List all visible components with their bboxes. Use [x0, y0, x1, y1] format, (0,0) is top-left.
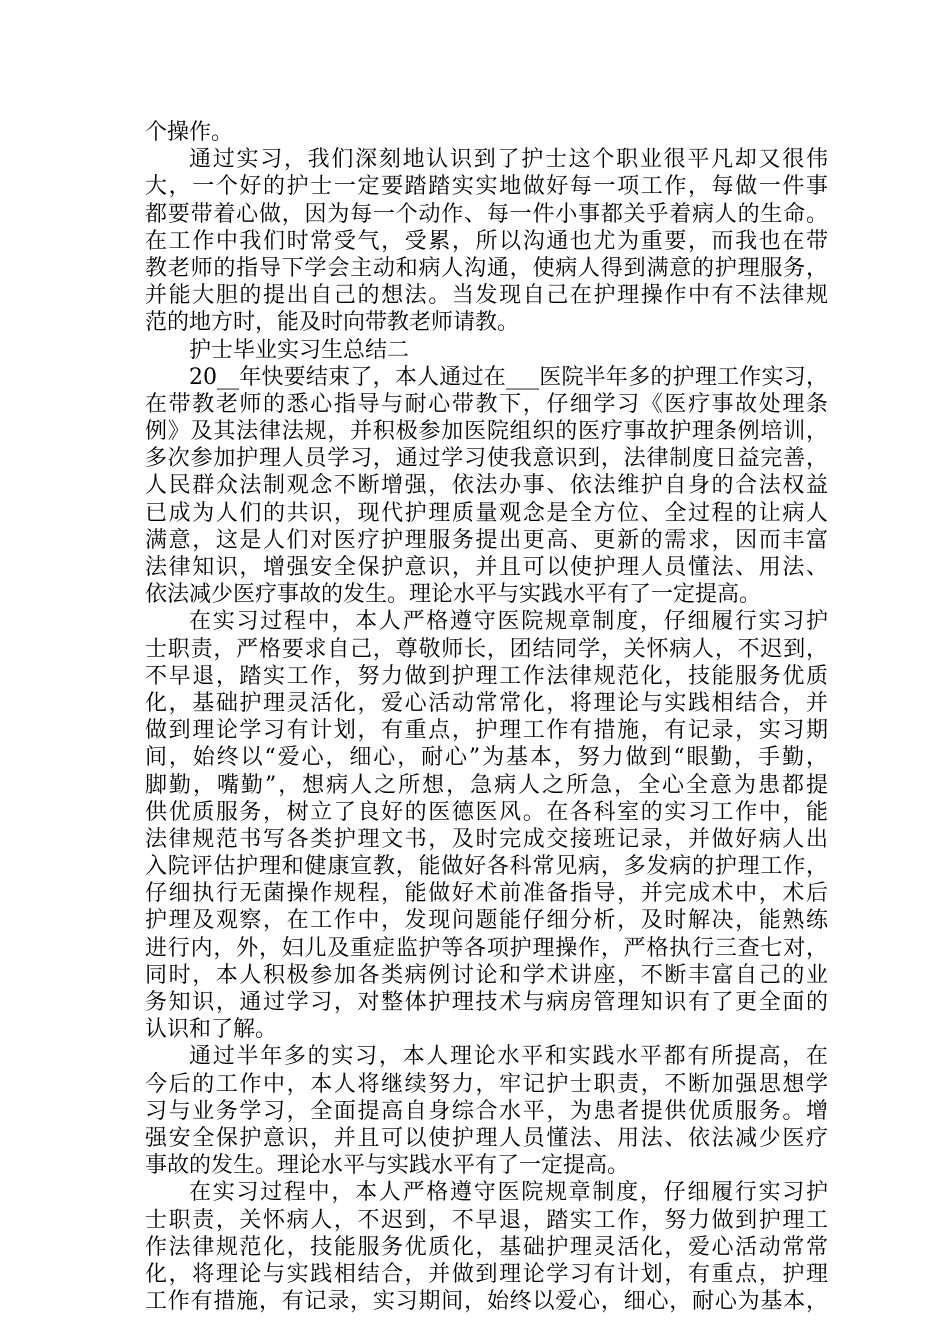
text-line: 护理及观察，在工作中，发现问题能仔细分析，及时解决，能熟练: [145, 908, 828, 934]
text-line: 在实习过程中，本人严格遵守医院规章制度，仔细履行实习护: [189, 609, 828, 635]
text-line: 在工作中我们时常受气，受累，所以沟通也尤为重要，而我也在带: [145, 228, 828, 254]
text-line: 教老师的指导下学会主动和病人沟通，使病人得到满意的护理服务，: [145, 255, 828, 281]
text-line: 法律规范书写各类护理文书，及时完成交接班记录，并做好病人出: [145, 826, 828, 852]
text-line: 脚勤，嘴勤”，想病人之所想，急病人之所急，全心全意为患都提: [145, 772, 828, 798]
text-line: 范的地方时，能及时向带教老师请教。: [145, 310, 520, 336]
text-line: 习与业务学习，全面提高自身综合水平，为患者提供优质服务。增: [145, 1098, 828, 1124]
text-line: 例》及其法律法规，并积极参加医院组织的医疗事故护理条例培训，: [145, 419, 828, 445]
text-line: 进行内，外，妇儿及重症监护等各项护理操作，严格执行三查七对，: [145, 935, 828, 961]
text-line: 不早退，踏实工作，努力做到护理工作法律规范化，技能服务优质: [145, 663, 828, 689]
text-line: 强安全保护意识，并且可以使护理人员懂法、用法、依法减少医疗: [145, 1125, 828, 1151]
text-line: 多次参加护理人员学习，通过学习使我意识到，法律制度日益完善，: [145, 446, 828, 472]
text-line: 依法减少医疗事故的发生。理论水平与实践水平有了一定提高。: [145, 582, 762, 608]
text-line: 通过半年多的实习，本人理论水平和实践水平都有所提高，在: [189, 1044, 828, 1070]
text-line: 供优质服务，树立了良好的医德医风。在各科室的实习工作中，能: [145, 799, 828, 825]
text-line: 护士毕业实习生总结二: [189, 337, 410, 363]
text-line: 已成为人们的共识，现代护理质量观念是全方位、全过程的让病人: [145, 500, 828, 526]
text-line: 满意，这是人们对医疗护理服务提出更高、更新的需求，因而丰富: [145, 527, 828, 553]
text-line: 都要带着心做，因为每一个动作、每一件小事都关乎着病人的生命。: [145, 201, 828, 227]
text-line: 法律知识，增强安全保护意识，并且可以使护理人员懂法、用法、: [145, 555, 828, 580]
text-line: 认识和了解。: [145, 1017, 278, 1043]
text-line: 士职责，严格要求自己，尊敬师长，团结同学，关怀病人，不迟到，: [145, 636, 828, 662]
text-line: 在实习过程中，本人严格遵守医院规章制度，仔细履行实习护: [189, 1180, 828, 1206]
text-line: 大，一个好的护士一定要踏踏实实地做好每一项工作，每做一件事: [145, 174, 828, 200]
text-line: 事故的发生。理论水平与实践水平有了一定提高。: [145, 1153, 630, 1179]
text-line: 化，将理论与实践相结合，并做到理论学习有计划，有重点，护理: [145, 1261, 828, 1287]
text-line: 做到理论学习有计划，有重点，护理工作有措施，有记录，实习期: [145, 718, 828, 744]
text-line: 士职责，关怀病人，不迟到，不早退，踏实工作，努力做到护理工: [145, 1207, 828, 1233]
text-line: 通过实习，我们深刻地认识到了护士这个职业很平凡却又很伟: [189, 147, 828, 173]
text-line: 仔细执行无菌操作规程，能做好术前准备指导，并完成术中，术后: [145, 881, 828, 907]
document-page: [145, 119, 828, 1315]
text-line: 个操作。: [145, 120, 234, 145]
text-line: 间，始终以“爱心，细心，耐心”为基本，努力做到“眼勤，手勤，: [145, 745, 828, 771]
text-line: 人民群众法制观念不断增强，依法办事、依法维护自身的合法权益: [145, 473, 828, 499]
text-line: 并能大胆的提出自己的想法。当发现自己在护理操作中有不法律规: [145, 283, 828, 309]
text-line: 务知识，通过学习，对整体护理技术与病房管理知识有了更全面的: [145, 990, 828, 1015]
text-line: 同时，本人积极参加各类病例讨论和学术讲座，不断丰富自己的业: [145, 962, 828, 988]
text-line: 今后的工作中，本人将继续努力，牢记护士职责，不断加强思想学: [145, 1071, 828, 1097]
text-line: 入院评估护理和健康宣教，能做好各科常见病，多发病的护理工作，: [145, 854, 828, 880]
text-line: 工作有措施，有记录，实习期间，始终以爱心，细心，耐心为基本，: [145, 1289, 828, 1315]
text-line: 作法律规范化，技能服务优质化，基础护理灵活化，爱心活动常常: [145, 1234, 828, 1260]
text-line: 化，基础护理灵活化，爱心活动常常化，将理论与实践相结合，并: [145, 690, 828, 716]
text-line: 20__年快要结束了，本人通过在___医院半年多的护理工作实习，: [189, 364, 828, 390]
text-line: 在带教老师的悉心指导与耐心带教下，仔细学习《医疗事故处理条: [145, 391, 828, 417]
